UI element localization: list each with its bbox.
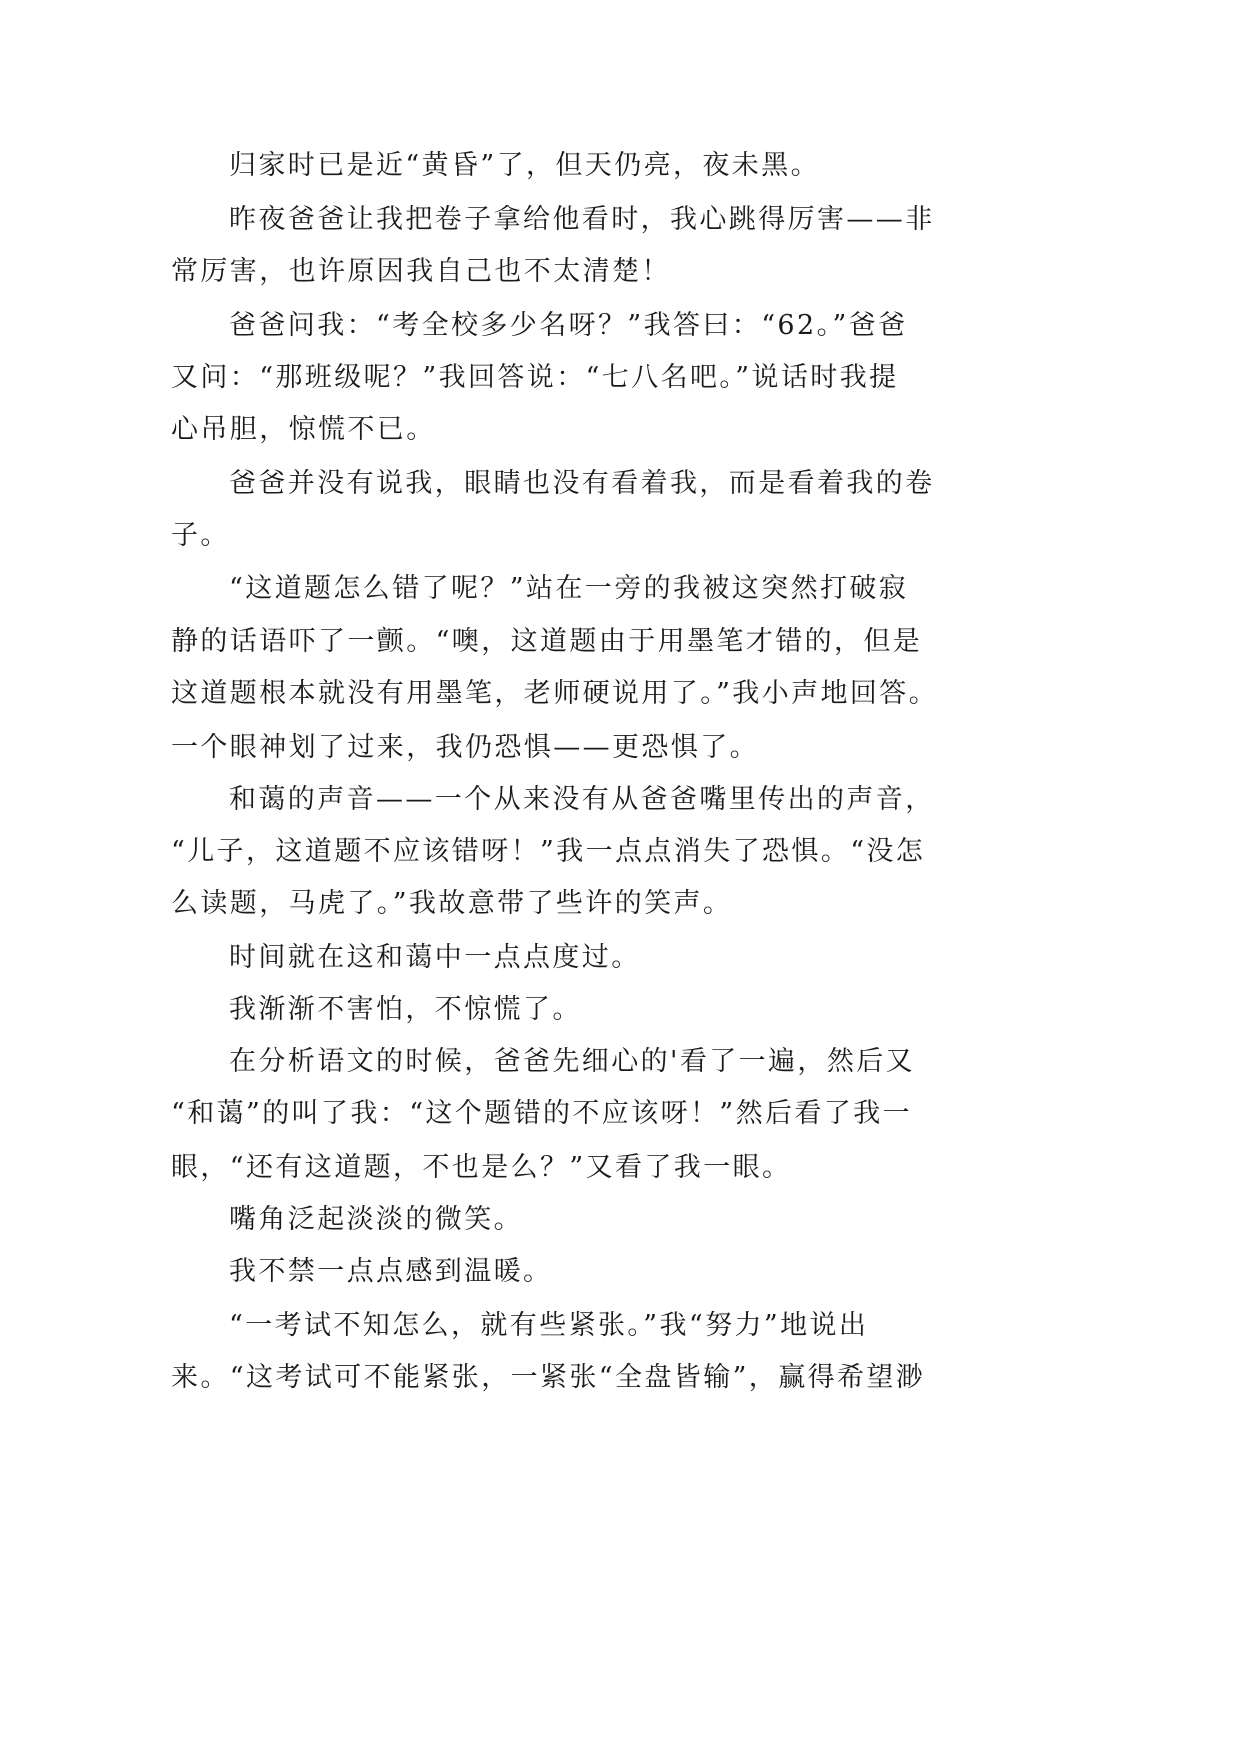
text-line: 心吊胆，惊慌不已。	[171, 414, 436, 445]
text-line: 眼，“还有这道题，不也是么？”又看了我一眼。	[171, 1152, 792, 1183]
text-line: “儿子，这道题不应该错呀！”我一点点消失了恐惧。“没怎	[171, 836, 926, 867]
text-line: 我渐渐不害怕，不惊慌了。	[229, 994, 582, 1025]
text-line: 和蔼的声音——一个从来没有从爸爸嘴里传出的声音，	[229, 784, 935, 815]
text-line: 来。“这考试可不能紧张，一紧张“全盘皆输”，赢得希望渺	[171, 1362, 926, 1393]
text-line: 常厉害，也许原因我自己也不太清楚！	[171, 256, 671, 287]
text-line: 静的话语吓了一颤。“噢，这道题由于用墨笔才错的，但是	[171, 626, 923, 657]
text-line: 么读题，马虎了。”我故意带了些许的笑声。	[171, 888, 733, 919]
text-line: 子。	[171, 520, 230, 551]
text-line: 嘴角泛起淡淡的微笑。	[229, 1204, 523, 1235]
text-line: 归家时已是近“黄昏”了，但天仍亮，夜未黑。	[229, 150, 821, 181]
text-line: 这道题根本就没有用墨笔，老师硬说用了。”我小声地回答。	[171, 678, 939, 709]
text-line: 又问：“那班级呢？”我回答说：“七八名吧。”说话时我提	[171, 362, 899, 393]
text-line: “这道题怎么错了呢？”站在一旁的我被这突然打破寂	[229, 573, 909, 604]
text-line: 时间就在这和蔼中一点点度过。	[229, 942, 641, 973]
text-line: 在分析语文的时候，爸爸先细心的'看了一遍，然后又	[229, 1046, 916, 1077]
text-line: 一个眼神划了过来，我仍恐惧——更恐惧了。	[171, 732, 759, 763]
text-line: 爸爸并没有说我，眼睛也没有看着我，而是看着我的卷	[229, 468, 935, 499]
text-line: “和蔼”的叫了我：“这个题错的不应该呀！”然后看了我一	[171, 1098, 913, 1129]
text-line: 爸爸问我：“考全校多少名呀？”我答曰：“62。”爸爸	[229, 310, 908, 341]
text-line: 昨夜爸爸让我把卷子拿给他看时，我心跳得厉害——非	[229, 204, 935, 235]
text-line: 我不禁一点点感到温暖。	[229, 1256, 553, 1287]
text-line: “一考试不知怎么，就有些紧张。”我“努力”地说出	[229, 1310, 869, 1341]
